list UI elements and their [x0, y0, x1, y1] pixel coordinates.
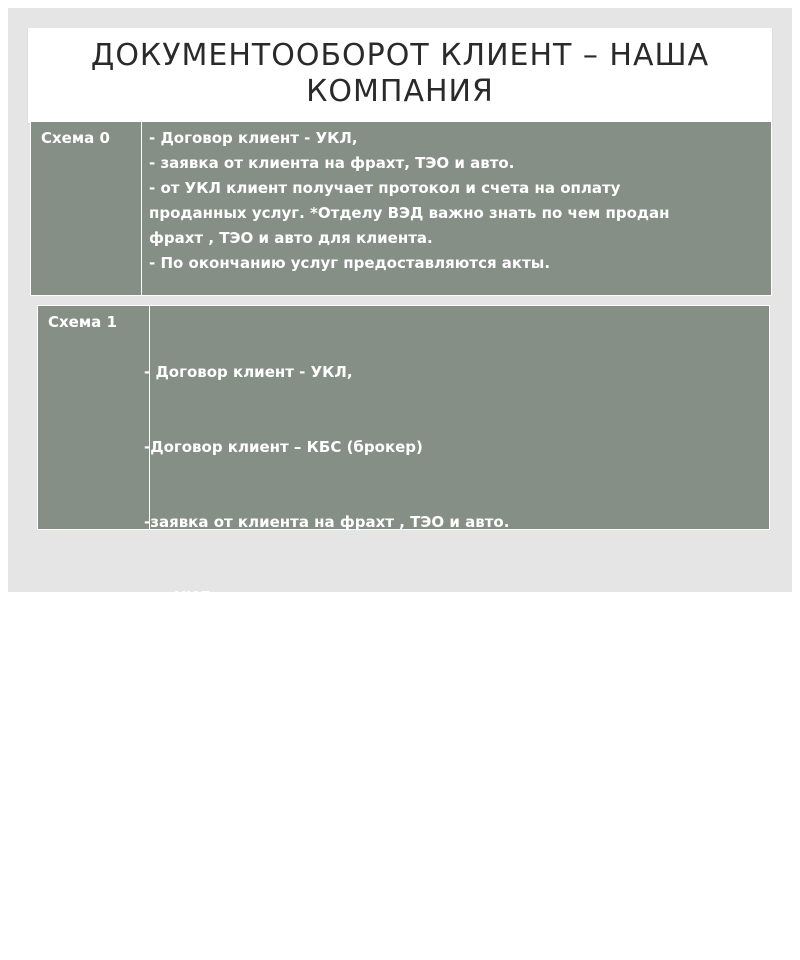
scheme-0-line: проданных услуг. *Отделу ВЭД важно знать по чем продан	[149, 204, 670, 222]
scheme-0-label-cell	[31, 122, 142, 295]
scheme-0-line: - По окончанию услуг предоставляются акты.	[149, 254, 551, 272]
scheme-0-content-cell	[142, 122, 771, 295]
scheme-0-table	[30, 121, 772, 296]
scheme-0-line: фрахт , ТЭО и авто для клиента.	[149, 229, 433, 247]
scheme-0-line: - заявка от клиента на фрахт, ТЭО и авто.	[149, 154, 515, 172]
scheme-0-line: - от УКЛ клиент получает протокол и счета на оплату	[149, 179, 621, 197]
scheme-1-line: -Договор клиент – КБС (брокер)	[144, 438, 423, 456]
scheme-1-line: подписывает договор с терминалом.	[144, 813, 467, 831]
scheme-1-line: -заявка от клиента на фрахт , ТЭО и авто.	[144, 513, 510, 531]
scheme-1-line: проданных услуг.	[144, 663, 300, 681]
scheme-0-label: Схема 0	[41, 129, 110, 147]
slide-title-line-1: ДОКУМЕНТООБОРОТ КЛИЕНТ – НАША	[90, 38, 710, 73]
scheme-1-line: -По окончанию услуг предоставляются акты.	[144, 888, 540, 906]
scheme-1-line: - Договор клиент - УКЛ,	[144, 363, 353, 381]
slide-title	[28, 38, 772, 110]
scheme-1-table	[37, 305, 770, 906]
scheme-1-line: -За указанием ВЭД в некоторых случаях клиент	[144, 738, 565, 756]
slide-title-line-2: КОМПАНИЯ	[306, 74, 494, 109]
scheme-0-line: - Договор клиент - УКЛ,	[149, 129, 358, 147]
scheme-1-label-cell	[38, 306, 150, 529]
scheme-1-content-cell	[144, 306, 769, 906]
scheme-1-line: -от УКЛ клиент получает протокол и счета на оплату	[144, 588, 611, 606]
scheme-1-label: Схема 1	[48, 313, 117, 331]
